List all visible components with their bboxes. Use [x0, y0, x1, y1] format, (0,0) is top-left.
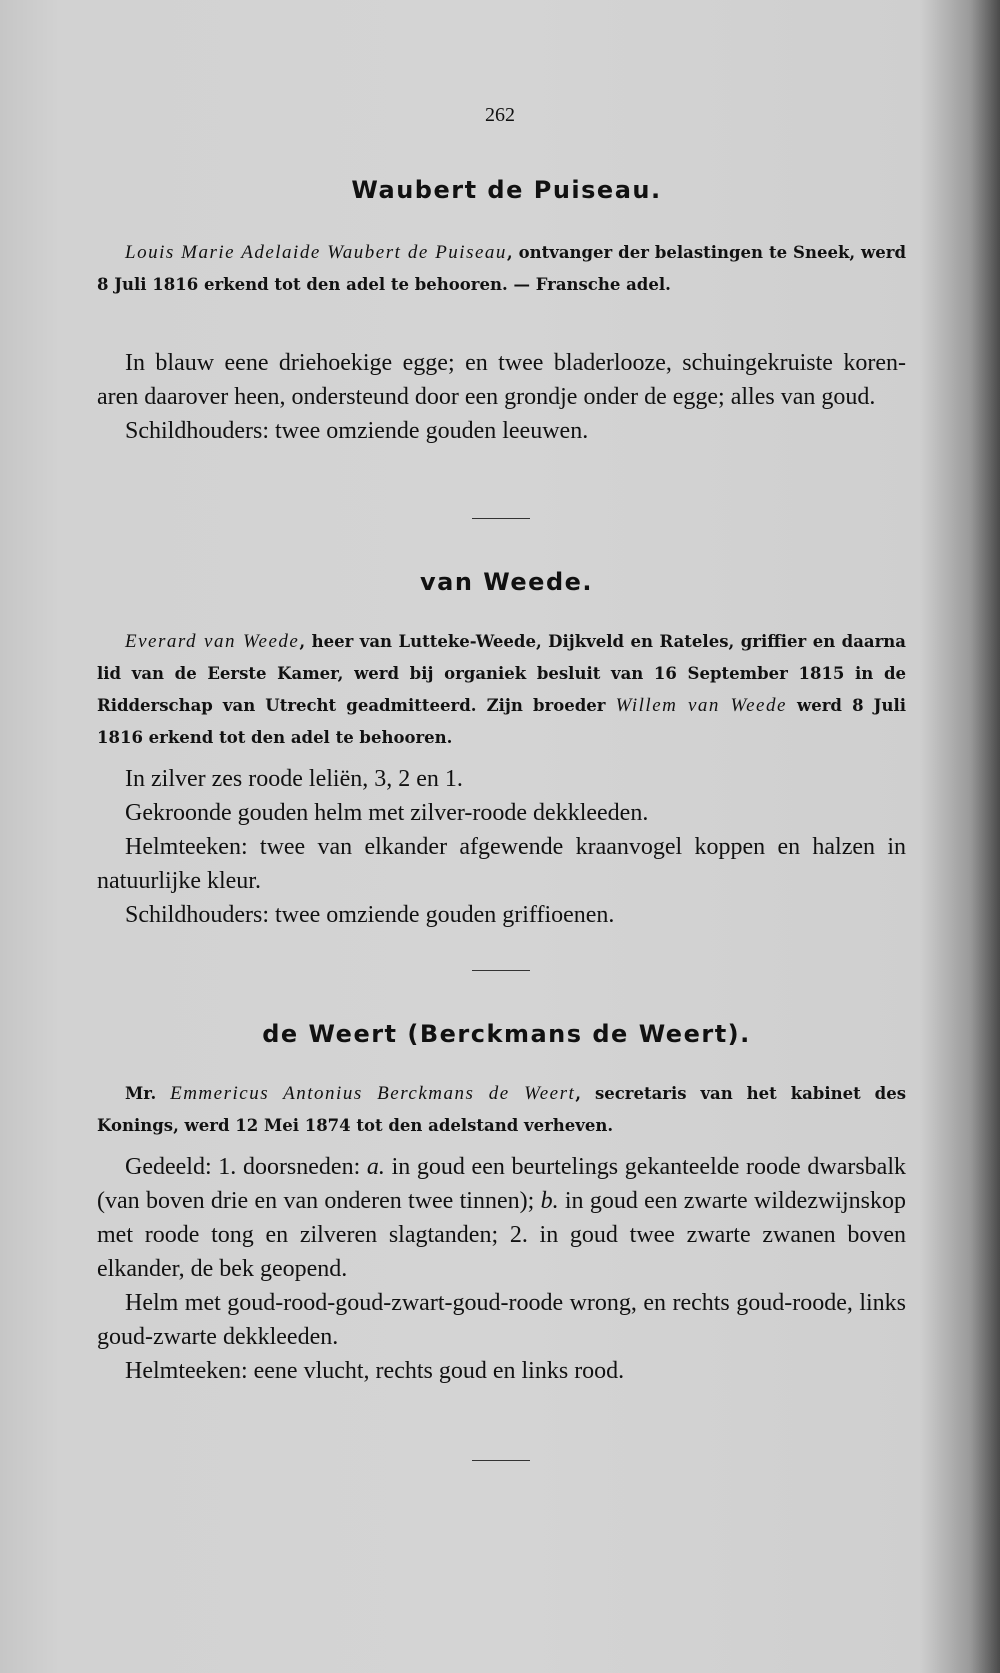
entry-title: Waubert de Puiseau. [351, 176, 662, 204]
supporters-paragraph: Schildhouders: twee omziende gouden leeuwen. [125, 418, 589, 444]
entry-title: van Weede. [419, 568, 594, 596]
entry-intro-text [97, 1078, 906, 1142]
entry-intro [97, 237, 906, 301]
supporters-paragraph: Schildhouders: twee omziende gouden griffioenen. [125, 902, 615, 928]
entry-intro [97, 626, 906, 754]
entry-intro [97, 1078, 906, 1142]
division-b-label: b. [540, 1188, 559, 1214]
section-divider [472, 970, 530, 971]
entry-van-weede [97, 568, 906, 596]
crest-paragraph: Helmteeken: eene vlucht, rechts goud en links rood. [125, 1358, 625, 1384]
entry-title: de Weert (Berckmans de Weert). [262, 1020, 751, 1048]
title-prefix: Mr. [125, 1084, 171, 1103]
person-name: Everard van Weede [125, 631, 300, 652]
entry-intro-text [97, 626, 906, 754]
division-a-label: a. [366, 1154, 385, 1180]
intro-description: , secretaris van het kabinet des Konings, werd 12 Mei 1874 tot den adelstand verheven. [97, 1084, 906, 1135]
helm-paragraph: Helm met goud-rood-goud-zwart-goud-roode wrong, en rechts goud-roode, links goud-zwarte dekkleeden. [97, 1290, 906, 1350]
person-name: Louis Marie Adelaide Waubert de Puiseau [125, 242, 507, 263]
intro-description-2: werd 8 Juli 1816 erkend tot den adel te behooren. [97, 696, 906, 747]
entry-blazon [97, 1150, 906, 1388]
entry-intro-text [97, 237, 906, 301]
entry-blazon [97, 346, 906, 448]
intro-description: , ontvanger der belastingen te Sneek, werd 8 Juli 1816 erkend tot den adel te behooren. — Fransche adel. [97, 243, 906, 294]
entry-de-weert [97, 1020, 906, 1048]
division-a-text: in goud een beurtelings gekanteelde roode dwarsbalk (van boven drie en van onderen twee tinnen); [97, 1154, 906, 1214]
entry-waubert-de-puiseau [97, 176, 906, 204]
blazon-paragraph: In blauw eene driehoekige egge; en twee bladerlooze, schuingekruiste koren-aren daarover heen, ondersteund door een grondje onder de egge; alles van goud. [97, 350, 906, 410]
section-divider [472, 1460, 530, 1461]
helm-paragraph: Gekroonde gouden helm met zilver-roode dekkleeden. [125, 800, 649, 826]
division-b-text: in goud een zwarte wildezwijnskop met roode tong en zilveren slagtanden; 2. in goud twee zwarte zwanen boven elkander, de bek geopend. [97, 1188, 906, 1282]
page-number: 262 [485, 104, 515, 126]
blazon-lead: Gedeeld: 1. doorsneden: [125, 1154, 367, 1180]
person-name-2: Willem van Weede [615, 695, 787, 716]
blazon-paragraph: In zilver zes roode leliën, 3, 2 en 1. [125, 766, 463, 792]
person-name: Emmericus Antonius Berckmans de Weert [170, 1083, 576, 1104]
crest-paragraph: Helmteeken: twee van elkander afgewende kraanvogel koppen en halzen in natuurlijke kleur. [97, 834, 906, 894]
section-divider [472, 518, 530, 519]
intro-description: , heer van Lutteke-Weede, Dijkveld en Rateles, griffier en daarna lid van de Eerste Kamer, werd bij organiek besluit van 16 September 1815 in de Ridderschap van Utrecht geadmitteerd. Zijn broeder [97, 632, 906, 715]
entry-blazon [97, 762, 906, 932]
blazon-paragraph [97, 1150, 906, 1286]
